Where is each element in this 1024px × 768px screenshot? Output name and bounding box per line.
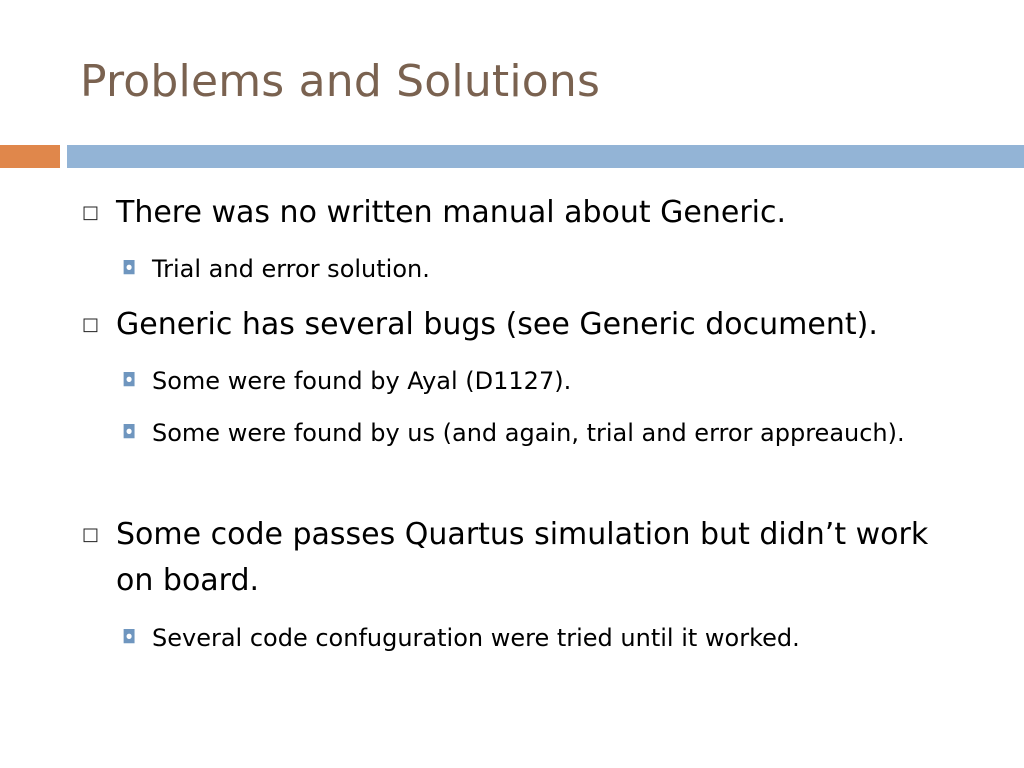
bullet-text: There was no written manual about Generic. bbox=[116, 195, 787, 230]
filled-square-bullet-icon: ◘ bbox=[122, 258, 137, 279]
filled-square-bullet-icon: ◘ bbox=[122, 370, 137, 391]
bullet-text: Some were found by us (and again, trial and error appreauch). bbox=[152, 419, 905, 447]
filled-square-bullet-icon: ◘ bbox=[122, 627, 137, 648]
hollow-square-bullet-icon: □ bbox=[82, 314, 100, 335]
hollow-square-bullet-icon: □ bbox=[82, 202, 100, 223]
filled-square-bullet-icon: ◘ bbox=[122, 422, 137, 443]
slide-title: Problems and Solutions bbox=[80, 56, 601, 107]
bullet-text: Some code passes Quartus simulation but didn’t work on board. bbox=[116, 517, 929, 598]
hollow-square-bullet-icon: □ bbox=[82, 524, 100, 545]
bullet-text: Several code confuguration were tried until it worked. bbox=[152, 624, 800, 652]
bullet-text: Generic has several bugs (see Generic document). bbox=[116, 307, 878, 342]
bullet-text: Trial and error solution. bbox=[152, 255, 430, 283]
bullet-text: Some were found by Ayal (D1127). bbox=[152, 367, 572, 395]
